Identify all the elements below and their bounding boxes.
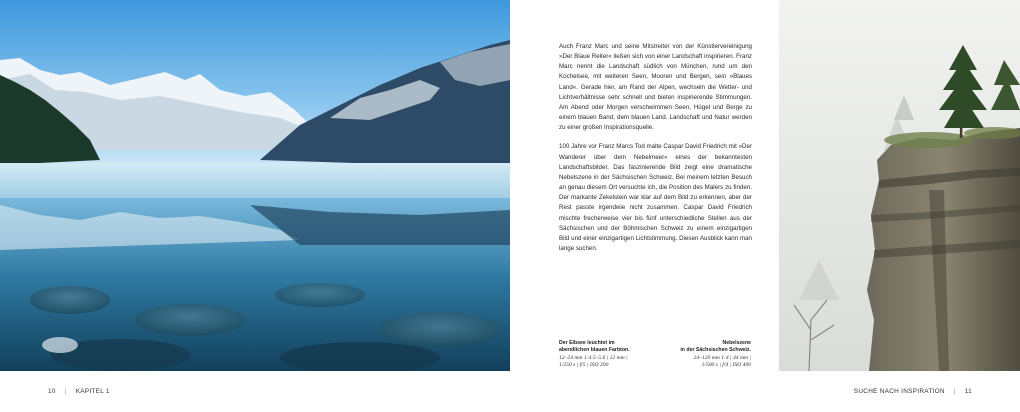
page-number-left: 10	[48, 388, 56, 395]
footer-separator: |	[64, 388, 67, 395]
paragraph-1: Auch Franz Marc und seine Mitstreiter von der Künstlervereinigung »Der Blaue Reiter« ließen sich von einer Landschaft inspirieren. Franz Marc nennt die Landschaft südlich von München, rund um den Kochelsee, mit weiteren Seen, Mooren und Bergen, sein »Blaues Land«. Gerade hier, am Rand der Alpen, wechseln die Wetter- und Lichtverhältnisse sehr schnell und bieten inspirierende Stimmungen. Am Abend oder Morgen verschwimmen Seen, Hügel und Berge zu einem blauen Band, dem blauen Land. Landschaft und Natur werden zu einer großen Inspirationsquelle.	[559, 43, 752, 132]
caption-exif: 1/500 s | f/4 | ISO 400	[701, 362, 751, 369]
eibsee-photo	[0, 0, 510, 371]
body-text-column	[559, 42, 752, 263]
footer-separator: |	[953, 388, 956, 395]
page-number-right: 11	[964, 388, 972, 395]
caption-title: Der Eibsee leuchtet im	[559, 340, 615, 346]
caption-title: abendlichen blauen Farbton.	[559, 347, 630, 354]
saxon-switzerland-photo	[779, 0, 1020, 371]
caption-title: in der Sächsischen Schweiz.	[680, 347, 751, 354]
caption-exif: 1/250 s | f/5 | ISO 200	[559, 362, 609, 369]
section-label: SUCHE NACH INSPIRATION	[853, 388, 945, 395]
caption-exif: 24–120 mm 1:4 | 44 mm |	[693, 354, 751, 361]
paragraph-2: 100 Jahre vor Franz Marcs Tod malte Caspar David Friedrich mit »Der Wanderer über dem Nebelmeer« eines der bekanntesten Landschaftsbilder. Das faszinierende Bild zeigt eine dramatische Nebelszene in der Sächsischen Schweiz. Bei meinem letzten Besuch an genau diesem Ort versuchte ich, die Position des Malers zu finden. Der markante Zekelstein war klar auf dem Bild zu erkennen, aber der Rest passte irgendwie nicht zusammen. Caspar David Friedrich mischte frecherweise vier bis fünf unterschiedliche Stellen aus der Sächsischen und der Böhmischen Schweiz zu einem einzigartigen Bild und einer einzigartigen Lichtstimmung. Diesen Ausblick kann man lange suchen.	[559, 143, 752, 252]
caption-nebelszene	[645, 340, 751, 370]
footer-right	[854, 388, 972, 395]
caption-title: Nebelszene	[722, 340, 751, 346]
chapter-label: KAPITEL 1	[75, 388, 110, 395]
caption-exif: 12–24 mm 1:4.5–5.6 | 12 mm |	[559, 354, 628, 361]
footer-left	[48, 388, 110, 395]
